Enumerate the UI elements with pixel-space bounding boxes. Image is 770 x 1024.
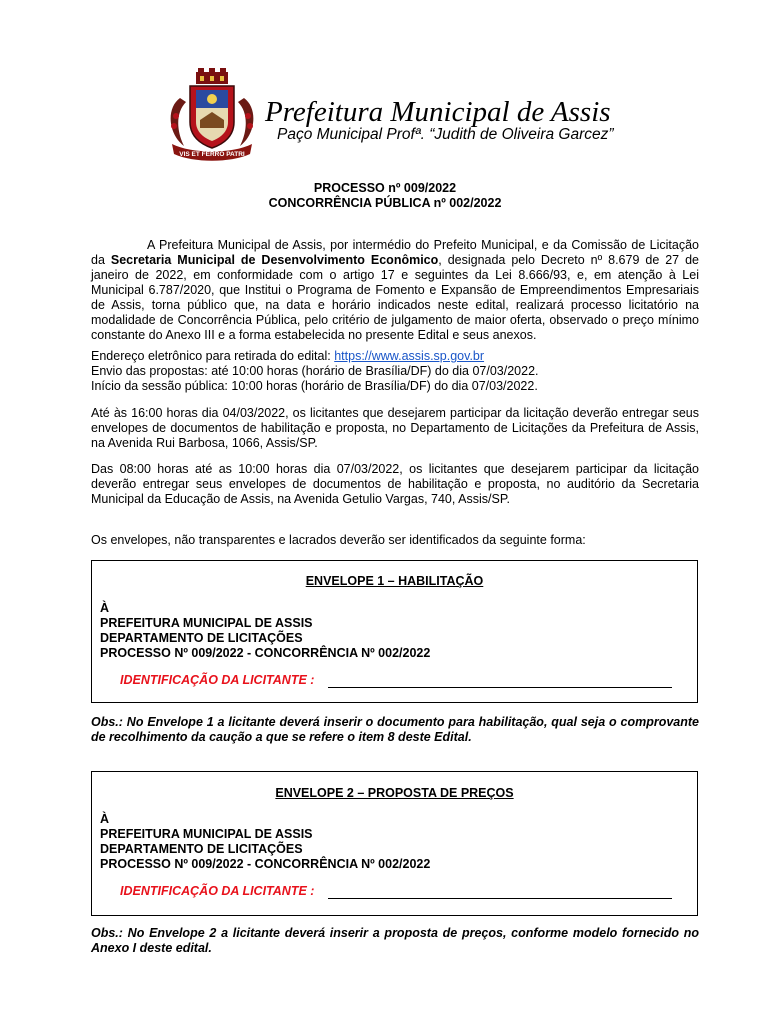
envelope-2-obs: Obs.: No Envelope 2 a licitante deverá inserir a proposta de preços, conforme modelo fornecido no Anexo I deste edital. xyxy=(91,926,699,955)
envelope-2-address xyxy=(100,812,430,872)
envelope-1-address xyxy=(100,601,430,661)
session-start: Início da sessão pública: 10:00 horas (horário de Brasília/DF) do dia 07/03/2022. xyxy=(91,379,538,393)
envelope-1-obs: Obs.: No Envelope 1 a licitante deverá inserir o documento para habilitação, qual seja o comprovante de recolhimento da caução a que se refere o item 8 deste Edital. xyxy=(91,715,699,744)
envelope-1-line-b: PREFEITURA MUNICIPAL DE ASSIS xyxy=(100,616,313,630)
intro-paragraph xyxy=(91,238,699,343)
delivery-paragraph-2: Das 08:00 horas até as 10:00 horas dia 07/03/2022, os licitantes que desejarem participar da licitação deverão entregar seus envelopes de documentos de habilitação e proposta, no auditório da Secretaria Municipal da Educação de Assis, na Avenida Getulio Vargas, 740, Assis/SP. xyxy=(91,462,699,506)
envelope-1-ident-field xyxy=(328,687,672,688)
address-line xyxy=(91,349,484,364)
envelope-2-title: ENVELOPE 2 – PROPOSTA DE PREÇOS xyxy=(275,786,514,800)
envelope-1-ident-label: IDENTIFICAÇÃO DA LICITANTE : xyxy=(120,673,315,687)
crest-motto: VIS ET FERRO PATRI xyxy=(179,151,245,158)
edital-link[interactable]: https://www.assis.sp.gov.br xyxy=(334,349,485,363)
page-subtitle: Paço Municipal Profª. “Judith de Oliveira Garcez” xyxy=(277,126,614,143)
intro-text-after: , designada pelo Decreto nº 8.679 de 27 de janeiro de 2022, em conformidade com o artigo 17 e seguintes da Lei 8.666/93, e, em atenção à Lei Municipal 6.787/2020, que Institui o Programa de Fomento e Expansão de Empreendimentos Empresariais de Assis, torna público que, na data e horário indicados neste edital, realizará processo licitatório na modalidade de Concorrência Pública, pelo critério de julgamento de maior oferta, observado o preço mínimo constante do Anexo III e a forma estabelecida no presente Edital e seus anexos. xyxy=(91,253,699,342)
envelope-1-box xyxy=(91,560,698,703)
envelope-2-line-b: PREFEITURA MUNICIPAL DE ASSIS xyxy=(100,827,313,841)
concorrencia-heading: CONCORRÊNCIA PÚBLICA nº 002/2022 xyxy=(268,196,502,210)
envelope-1-line-a: À xyxy=(100,601,110,615)
page-title: Prefeitura Municipal de Assis xyxy=(265,96,611,128)
address-label: Endereço eletrônico para retirada do edital: xyxy=(91,349,335,363)
envelope-1-line-d: PROCESSO Nº 009/2022 - CONCORRÊNCIA Nº 002/2022 xyxy=(100,646,431,660)
envelope-1-line-c: DEPARTAMENTO DE LICITAÇÕES xyxy=(100,631,303,645)
intro-text-before: A Prefeitura Municipal de Assis, por intermédio do Prefeito Municipal, e da Comissão de Licitação da xyxy=(91,238,699,267)
envelope-1-title: ENVELOPE 1 – HABILITAÇÃO xyxy=(305,574,484,588)
envelope-2-line-a: À xyxy=(100,812,110,826)
envelopes-intro: Os envelopes, não transparentes e lacrados deverão ser identificados da seguinte forma: xyxy=(91,533,586,547)
envelope-2-line-c: DEPARTAMENTO DE LICITAÇÕES xyxy=(100,842,303,856)
envelope-2-line-d: PROCESSO Nº 009/2022 - CONCORRÊNCIA Nº 002/2022 xyxy=(100,857,431,871)
proposals-deadline: Envio das propostas: até 10:00 horas (horário de Brasília/DF) do dia 07/03/2022. xyxy=(91,364,539,378)
delivery-paragraph-1: Até às 16:00 horas dia 04/03/2022, os licitantes que desejarem participar da licitação deverão entregar seus envelopes de documentos de habilitação e proposta, no Departamento de Licitações da Prefeitura de Assis, na Avenida Rui Barbosa, 1066, Assis/SP. xyxy=(91,406,699,450)
envelope-2-ident-field xyxy=(328,898,672,899)
intro-text-bold: Secretaria Municipal de Desenvolvimento Econômico xyxy=(110,253,439,267)
envelope-2-ident-label: IDENTIFICAÇÃO DA LICITANTE : xyxy=(120,884,315,898)
envelope-2-box xyxy=(91,771,698,916)
coat-of-arms-icon xyxy=(162,68,262,164)
processo-heading: PROCESSO nº 009/2022 xyxy=(313,181,457,195)
